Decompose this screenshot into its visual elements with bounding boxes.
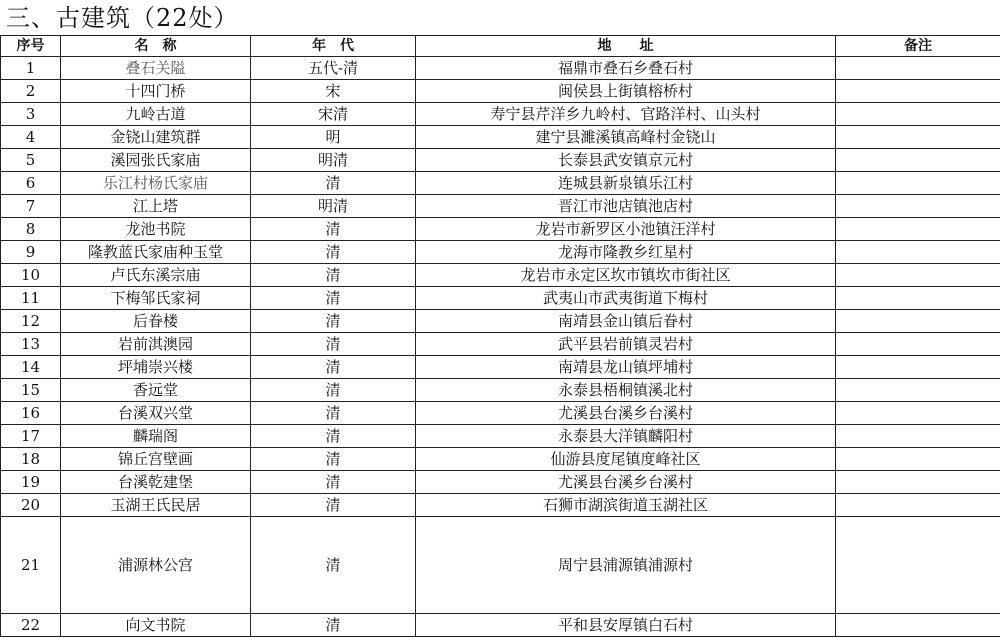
cell-address: 龙岩市新罗区小池镇汪洋村: [416, 218, 836, 241]
table-row: [1, 356, 1000, 379]
cell-note: [836, 425, 1000, 448]
cell-era: 清: [251, 287, 416, 310]
cell-era: 清: [251, 172, 416, 195]
table-row: [1, 126, 1000, 149]
cell-era: 清: [251, 402, 416, 425]
cell-address: 连城县新泉镇乐江村: [416, 172, 836, 195]
cell-era: 宋清: [251, 103, 416, 126]
header-name: 名 称: [61, 36, 251, 57]
cell-address: 永泰县梧桐镇溪北村: [416, 379, 836, 402]
table-row: [1, 310, 1000, 333]
cell-era: 清: [251, 471, 416, 494]
cell-name: 玉湖王氏民居: [61, 494, 251, 517]
cell-name: 乐江村杨氏家庙: [61, 172, 251, 195]
cell-address: 南靖县金山镇后眷村: [416, 310, 836, 333]
cell-name: 浦源林公宫: [61, 517, 251, 614]
header-note: 备注: [836, 36, 1000, 57]
cell-address: 武平县岩前镇灵岩村: [416, 333, 836, 356]
cell-era: 清: [251, 425, 416, 448]
cell-name: 坪埔崇兴楼: [61, 356, 251, 379]
table-row: [1, 379, 1000, 402]
cell-index: 14: [1, 356, 61, 379]
cell-note: [836, 517, 1000, 614]
cell-address: 尤溪县台溪乡台溪村: [416, 402, 836, 425]
cell-index: 15: [1, 379, 61, 402]
cell-era: 清: [251, 379, 416, 402]
cell-note: [836, 172, 1000, 195]
cell-address: 建宁县濉溪镇高峰村金铙山: [416, 126, 836, 149]
cell-era: 清: [251, 310, 416, 333]
cell-name: 下梅邹氏家祠: [61, 287, 251, 310]
table-row: [1, 195, 1000, 218]
table-row: [1, 172, 1000, 195]
cell-address: 尤溪县台溪乡台溪村: [416, 471, 836, 494]
section-heading: 三、古建筑（22处）: [6, 4, 239, 32]
table-row: [1, 402, 1000, 425]
cell-index: 7: [1, 195, 61, 218]
cell-address: 平和县安厚镇白石村: [416, 614, 836, 637]
cell-index: 4: [1, 126, 61, 149]
table-row: [1, 471, 1000, 494]
cell-note: [836, 379, 1000, 402]
cell-era: 清: [251, 614, 416, 637]
cell-era: 明: [251, 126, 416, 149]
cell-address: 长泰县武安镇京元村: [416, 149, 836, 172]
table-row: [1, 57, 1000, 80]
cell-address: 晋江市池店镇池店村: [416, 195, 836, 218]
cell-note: [836, 241, 1000, 264]
cell-name: 隆教蓝氏家庙种玉堂: [61, 241, 251, 264]
cell-index: 10: [1, 264, 61, 287]
cell-note: [836, 149, 1000, 172]
cell-era: 明清: [251, 195, 416, 218]
cell-index: 21: [1, 517, 61, 614]
table-row: [1, 425, 1000, 448]
cell-index: 17: [1, 425, 61, 448]
table-row: [1, 241, 1000, 264]
cell-note: [836, 494, 1000, 517]
table-row: [1, 80, 1000, 103]
cell-index: 2: [1, 80, 61, 103]
header-index: 序号: [1, 36, 61, 57]
cell-era: 清: [251, 448, 416, 471]
cell-address: 石狮市湖滨街道玉湖社区: [416, 494, 836, 517]
table-header-row: [1, 36, 1000, 57]
table-row: [1, 494, 1000, 517]
cell-index: 19: [1, 471, 61, 494]
cell-address: 龙海市隆教乡红星村: [416, 241, 836, 264]
cell-index: 1: [1, 57, 61, 80]
header-era: 年 代: [251, 36, 416, 57]
cell-name: 溪园张氏家庙: [61, 149, 251, 172]
cell-note: [836, 57, 1000, 80]
cell-era: 清: [251, 517, 416, 614]
cell-index: 6: [1, 172, 61, 195]
cell-index: 5: [1, 149, 61, 172]
cell-address: 寿宁县芹洋乡九岭村、官路洋村、山头村: [416, 103, 836, 126]
table-row: [1, 517, 1000, 614]
cell-name: 向文书院: [61, 614, 251, 637]
cell-name: 台溪乾建堡: [61, 471, 251, 494]
table-row: [1, 333, 1000, 356]
cell-address: 武夷山市武夷街道下梅村: [416, 287, 836, 310]
cell-name: 台溪双兴堂: [61, 402, 251, 425]
cell-name: 龙池书院: [61, 218, 251, 241]
cell-name: 岩前淇澳园: [61, 333, 251, 356]
cell-index: 9: [1, 241, 61, 264]
cell-index: 11: [1, 287, 61, 310]
cell-name: 香远堂: [61, 379, 251, 402]
cell-index: 18: [1, 448, 61, 471]
cell-name: 叠石关隘: [61, 57, 251, 80]
cell-index: 13: [1, 333, 61, 356]
cell-note: [836, 356, 1000, 379]
cell-era: 清: [251, 218, 416, 241]
table-row: [1, 149, 1000, 172]
cell-address: 南靖县龙山镇坪埔村: [416, 356, 836, 379]
cell-note: [836, 287, 1000, 310]
cell-address: 龙岩市永定区坎市镇坎市街社区: [416, 264, 836, 287]
cell-note: [836, 614, 1000, 637]
cell-address: 永泰县大洋镇麟阳村: [416, 425, 836, 448]
table-row: [1, 218, 1000, 241]
cell-era: 明清: [251, 149, 416, 172]
cell-address: 福鼎市叠石乡叠石村: [416, 57, 836, 80]
cell-index: 12: [1, 310, 61, 333]
table-row: [1, 614, 1000, 637]
table-row: [1, 448, 1000, 471]
cell-index: 8: [1, 218, 61, 241]
cell-note: [836, 402, 1000, 425]
cell-era: 清: [251, 333, 416, 356]
cell-era: 宋: [251, 80, 416, 103]
cell-note: [836, 310, 1000, 333]
cell-name: 麟瑞阁: [61, 425, 251, 448]
cell-note: [836, 103, 1000, 126]
cell-index: 22: [1, 614, 61, 637]
cell-note: [836, 126, 1000, 149]
cell-note: [836, 195, 1000, 218]
heritage-table: [0, 35, 1000, 637]
cell-index: 20: [1, 494, 61, 517]
cell-note: [836, 471, 1000, 494]
cell-address: 周宁县浦源镇浦源村: [416, 517, 836, 614]
cell-era: 清: [251, 356, 416, 379]
table-row: [1, 264, 1000, 287]
cell-address: 仙游县度尾镇度峰社区: [416, 448, 836, 471]
cell-era: 清: [251, 264, 416, 287]
cell-name: 九岭古道: [61, 103, 251, 126]
table-row: [1, 103, 1000, 126]
cell-name: 后眷楼: [61, 310, 251, 333]
cell-address: 闽侯县上街镇榕桥村: [416, 80, 836, 103]
cell-note: [836, 333, 1000, 356]
cell-note: [836, 448, 1000, 471]
cell-name: 卢氏东溪宗庙: [61, 264, 251, 287]
cell-index: 16: [1, 402, 61, 425]
cell-index: 3: [1, 103, 61, 126]
cell-era: 清: [251, 494, 416, 517]
cell-name: 锦丘宫壁画: [61, 448, 251, 471]
cell-note: [836, 80, 1000, 103]
cell-name: 十四门桥: [61, 80, 251, 103]
cell-era: 清: [251, 241, 416, 264]
cell-name: 金铙山建筑群: [61, 126, 251, 149]
cell-note: [836, 218, 1000, 241]
cell-name: 江上塔: [61, 195, 251, 218]
header-address: 地 址: [416, 36, 836, 57]
cell-note: [836, 264, 1000, 287]
table-row: [1, 287, 1000, 310]
cell-era: 五代-清: [251, 57, 416, 80]
